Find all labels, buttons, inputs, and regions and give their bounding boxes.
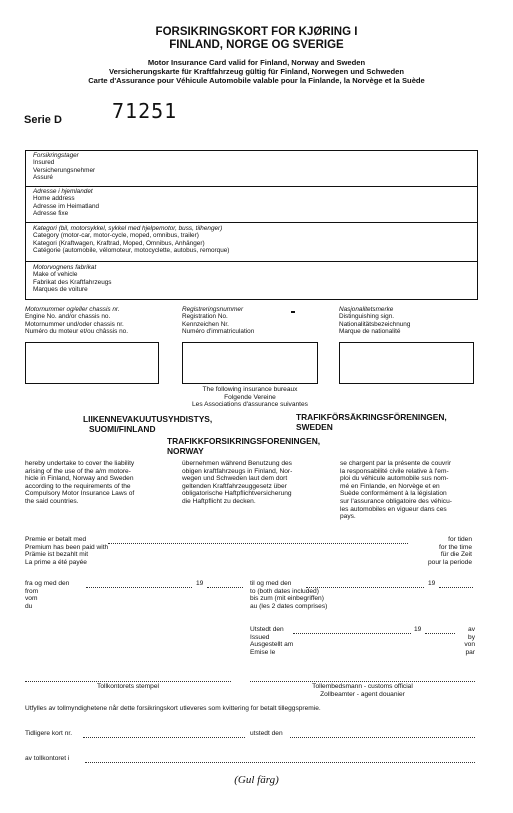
title-french: Carte d'Assurance pour Véhicule Automobile valable pour la Finlande, la Norvège et la Suède xyxy=(88,76,425,85)
period-label-en: for the time xyxy=(439,543,472,551)
undertaking-de-line: obligatorische Haftpflichtversicherung xyxy=(182,490,292,498)
date-to-input[interactable] xyxy=(306,587,424,588)
from-label-en: from xyxy=(25,587,39,595)
by-label-fr: par xyxy=(465,648,475,656)
registration-label-en: Registration No. xyxy=(182,313,228,321)
category-label-fr: Catégorie (automobile, vélomoteur, motocyclette, autobus, remorque) xyxy=(33,247,230,255)
undertaking-fr-line: mé en Finlande, en Norvège et en xyxy=(340,482,440,490)
bureaux-intro-de: Folgende Vereine xyxy=(224,393,276,401)
nationality-label-fr: Marque de nationalité xyxy=(339,328,401,336)
undertaking-fr-line: Suède conformément à la législation xyxy=(340,490,447,498)
premium-period-label xyxy=(400,536,472,566)
from-label-no: fra og med den xyxy=(25,580,70,587)
serie-label: Serie D xyxy=(24,114,62,126)
address-label-fr: Adresse fixe xyxy=(33,210,69,218)
undertaking-en-line: hicle in Finland, Norway and Sweden xyxy=(25,475,134,483)
make-label-no: Motorvognens fabrikat xyxy=(33,264,97,271)
issued-label xyxy=(250,626,293,656)
office-stamp-label: Tollkontorets stempel xyxy=(97,683,159,690)
engine-label-fr: Numéro du moteur et/ou châssis no. xyxy=(25,328,129,336)
category-field[interactable] xyxy=(33,225,229,255)
issued-label-no: Utstedt den xyxy=(250,626,284,633)
issued-label-en: Issued xyxy=(250,633,270,641)
period-label-no: for tiden xyxy=(448,536,472,543)
date-to-label xyxy=(250,580,327,610)
date-from-label xyxy=(25,580,69,610)
issued-date-input[interactable] xyxy=(293,633,411,634)
engine-label-no: Motornummer og/eller chassis nr. xyxy=(25,306,120,313)
category-label-no: Kategori (bil, motorsykkel, sykkel med hjelpemotor, buss, tilhenger) xyxy=(33,225,223,232)
registration-label-de: Kennzeichen Nr. xyxy=(182,320,229,328)
undertaking-en-line: according to the requirements of the xyxy=(25,482,131,490)
divider xyxy=(25,261,478,262)
date-from-input[interactable] xyxy=(86,587,192,588)
undertaking-de-line: obigen kraftfahrzeugs in Finland, Nor- xyxy=(182,467,293,475)
serie-number: 71251 xyxy=(112,99,178,123)
undertaking-de-line: geltenden Kraftfahrzeuggesetz über xyxy=(182,482,287,490)
customs-office-label: av tollkontoret i xyxy=(25,755,70,762)
issued-on-input[interactable] xyxy=(290,737,475,738)
title-line-2: FINLAND, NORGE OG SVERIGE xyxy=(169,39,344,51)
title-german: Versicherungskarte für Kraftfahrzeug gültig für Finland, Norwegen und Schweden xyxy=(109,67,404,76)
nationality-sign-input[interactable] xyxy=(339,342,474,384)
insured-field[interactable] xyxy=(33,152,95,182)
by-label-no: av xyxy=(468,626,475,633)
bureau-sweden-name: TRAFIKFÖRSÄKRINGSFÖRENINGEN, xyxy=(296,412,447,422)
divider xyxy=(25,186,478,187)
undertaking-fr-line: sur l'assurance obligatoire des véhicu- xyxy=(340,497,452,505)
undertaking-de-line: die Haftpflicht zu decken. xyxy=(182,497,256,505)
customs-official-label-line: Tollembedsmann - customs official xyxy=(312,683,413,690)
issued-label-de: Ausgestellt am xyxy=(250,641,294,649)
bureau-norway-country: NORWAY xyxy=(167,446,204,456)
insured-label-no: Forsikringstager xyxy=(33,152,79,159)
undertaking-fr-line: les automobiles en vigueur dans ces xyxy=(340,505,447,513)
nationality-label-no: Nasjonalitetsmerke xyxy=(339,306,394,313)
customs-official-signature-input[interactable] xyxy=(250,681,475,682)
make-label-de: Fabrikat des Kraftfahrzeugs xyxy=(33,278,112,286)
nationality-label-de: Nationalitätsbezeichnung xyxy=(339,320,411,328)
undertaking-french xyxy=(340,460,452,521)
address-label-de: Adresse im Heimatland xyxy=(33,202,100,210)
undertaking-fr-line: ploi du véhicule automobile sus nom- xyxy=(340,475,449,483)
premium-input[interactable] xyxy=(108,543,408,544)
bureau-sweden-country: SWEDEN xyxy=(296,422,333,432)
divider xyxy=(25,222,478,223)
customs-official-label-line: Zollbeamter - agent douanier xyxy=(320,690,405,698)
bureaux-intro-en: The following insurance bureaux xyxy=(202,386,298,393)
undertaking-fr-line: pays. xyxy=(340,513,356,521)
office-stamp-input[interactable] xyxy=(25,681,231,682)
year-prefix: 19 xyxy=(428,580,436,587)
from-label-de: vom xyxy=(25,595,38,603)
bureau-finland-country: SUOMI/FINLAND xyxy=(89,424,156,434)
by-label-de: von xyxy=(464,641,475,649)
engine-label-en: Engine No. and/or chassis no. xyxy=(25,313,111,321)
previous-card-label: Tidligere kort nr. xyxy=(25,730,73,737)
registration-label-fr: Numéro d'immatriculation xyxy=(182,328,255,336)
bureau-finland xyxy=(83,414,212,434)
issued-year-input[interactable] xyxy=(425,633,455,634)
premium-label xyxy=(25,536,108,566)
from-label-fr: du xyxy=(25,602,33,610)
undertaking-en-line: Compulsory Motor Insurance Laws of xyxy=(25,490,135,498)
undertaking-de-line: wegen und Schweden laut dem dort xyxy=(182,475,288,483)
undertaking-en-line: the said countries. xyxy=(25,497,79,505)
bureau-finland-name: LIIKENNEVAKUUTUSYHDISTYS, xyxy=(83,414,213,424)
issued-by-label xyxy=(455,626,475,656)
undertaking-german xyxy=(182,460,292,506)
undertaking-de-line: übernehmen während Benutzung des xyxy=(182,460,292,467)
to-label-en: to (both dates included) xyxy=(250,587,319,595)
nationality-label-en: Distinguishing sign. xyxy=(339,313,395,321)
category-label-en: Category (motor-car, motor-cycle, moped, omnibus, trailer) xyxy=(33,232,199,240)
undertaking-en-line: hereby undertake to cover the liability xyxy=(25,460,135,467)
by-label-en: by xyxy=(468,633,475,641)
insured-label-fr: Assuré xyxy=(33,174,53,182)
premium-label-fr: La prime a été payée xyxy=(25,558,87,566)
issued-on-label: utstedt den xyxy=(250,730,283,737)
undertaking-fr-line: la responsabilité civile relative à l'em- xyxy=(340,467,449,475)
footer-color-note: (Gul färg) xyxy=(234,774,279,786)
undertaking-en-line: arising of the use of the a/m motore- xyxy=(25,467,131,475)
bureau-norway-name: TRAFIKKFORSIKRINGSFORENINGEN, xyxy=(167,436,321,446)
undertaking-english xyxy=(25,460,134,506)
category-label-de: Kategori (Kraftwagen, Kraftrad, Moped, Omnibus, Anhänger) xyxy=(33,239,205,247)
make-label-en: Make of vehicle xyxy=(33,271,78,279)
to-label-no: til og med den xyxy=(250,580,292,587)
year-prefix: 19 xyxy=(196,580,204,587)
engine-label-de: Motornummer und/oder chassis nr. xyxy=(25,320,124,328)
year-from-input[interactable] xyxy=(207,587,243,588)
address-label-no: Adresse i hjemlandet xyxy=(33,188,93,195)
bureau-sweden xyxy=(296,412,447,432)
period-label-de: für die Zeit xyxy=(440,551,472,559)
insured-label-en: Insured xyxy=(33,159,55,167)
year-to-input[interactable] xyxy=(439,587,473,588)
to-label-fr: au (les 2 dates comprises) xyxy=(250,602,328,610)
title-line-1: FORSIKRINGSKORT FOR KJØRING I xyxy=(155,26,358,38)
make-label-fr: Marques de voiture xyxy=(33,286,88,294)
premium-label-en: Premium has been paid with xyxy=(25,543,109,551)
bureaux-intro-fr: Les Associations d'assurance suivantes xyxy=(192,401,308,409)
premium-label-no: Premie er betalt med xyxy=(25,536,87,543)
bureau-norway xyxy=(167,436,320,456)
engine-number-label xyxy=(25,306,128,336)
period-label-fr: pour la periode xyxy=(428,558,472,566)
undertaking-fr-line: se chargent par la présente de couvrir xyxy=(340,460,452,467)
nationality-sign-label xyxy=(339,306,410,336)
mark-dot xyxy=(291,311,295,313)
insured-label-de: Versicherungsnehmer xyxy=(33,166,96,174)
title-english: Motor Insurance Card valid for Finland, Norway and Sweden xyxy=(147,58,366,67)
make-field[interactable] xyxy=(33,264,112,294)
registration-number-input[interactable] xyxy=(182,342,318,384)
year-prefix: 19 xyxy=(414,626,422,633)
customs-official-label xyxy=(250,683,475,698)
customs-office-input[interactable] xyxy=(85,762,475,763)
address-label-en: Home address xyxy=(33,195,75,203)
registration-number-label xyxy=(182,306,254,336)
address-field[interactable] xyxy=(33,188,99,218)
premium-label-de: Prämie ist bezahlt mit xyxy=(25,551,89,559)
engine-number-input[interactable] xyxy=(25,342,159,384)
to-label-de: bis zum (mit einbegriffen) xyxy=(250,595,324,603)
previous-card-input[interactable] xyxy=(83,737,245,738)
customs-note: Utfylles av tollmyndighetene når dette forsikringskort utleveres som kvittering for betalt tilleggspremie. xyxy=(25,705,321,712)
registration-label-no: Registreringsnummer xyxy=(182,306,244,313)
bureaux-intro xyxy=(150,386,350,409)
issued-label-fr: Emise le xyxy=(250,648,276,656)
